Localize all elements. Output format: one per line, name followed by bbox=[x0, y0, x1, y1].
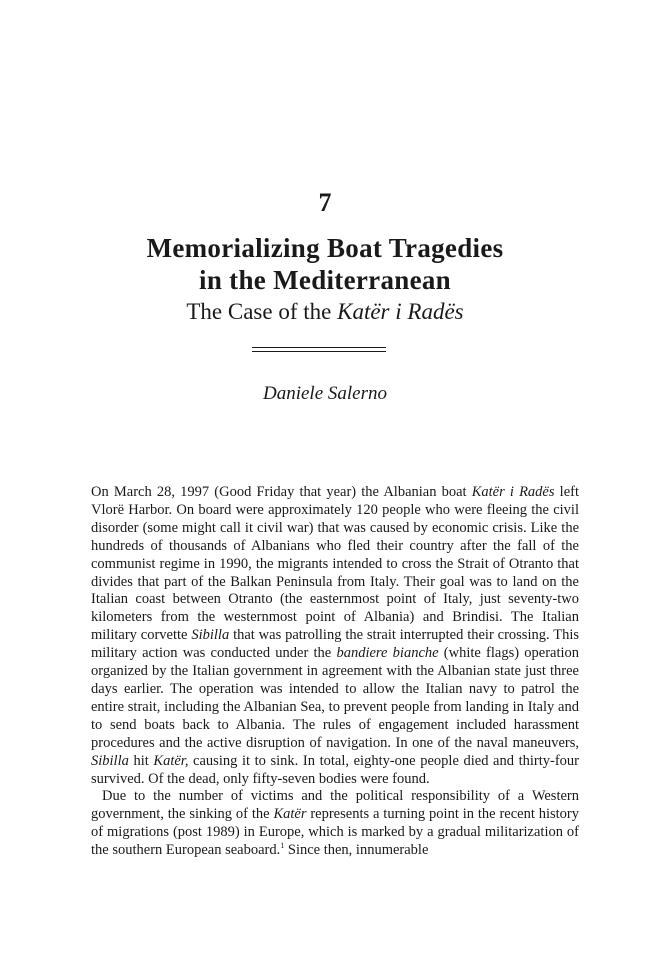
italic-text: bandiere bianche bbox=[336, 645, 439, 662]
chapter-title-line-1: Memorializing Boat Tragedies bbox=[146, 233, 504, 263]
italic-text: Sibilla bbox=[91, 752, 129, 769]
paragraph-2 bbox=[91, 788, 579, 860]
text-run: On March 28, 1997 (Good Friday that year) the Albanian boat bbox=[91, 484, 472, 500]
chapter-title-line-2: in the Mediterranean bbox=[199, 265, 451, 295]
author-name: Daniele Salerno bbox=[262, 383, 387, 404]
text-run: that was patrolling the strait interrupted their crossing. This military action was conducted under the bbox=[91, 627, 579, 662]
text-run: represents a turning point in the recent history of migrations (post 1989) in Europe, which is marked by a gradual militarization of the southern European seaboard. bbox=[91, 806, 580, 859]
text-run: Due to the number of victims and the political responsibility of a Western government, the sinking of the bbox=[91, 788, 579, 823]
title-rule-bottom bbox=[252, 351, 386, 352]
footnote-marker[interactable]: 1 bbox=[280, 841, 285, 851]
italic-text: Katër bbox=[273, 806, 307, 823]
chapter-title bbox=[0, 232, 650, 296]
text-run: left Vlorë Harbor. On board were approximately 120 people who were fleeing the civil disorder (some might call it civil war) that was caused by economic crisis. Like the hundreds of thousands of Albanians who fled their country after the fall of the communist regime in 1990, the migrants intended to cross the Strait of Otranto that divides that part of the Balkan Peninsula from Italy. Their goal was to land on the Italian coast between Otranto (the easternmost point of Italy, just seventy-two kilometers from the westernmost point of Albania) and Brindisi. The Italian military corvette bbox=[91, 484, 579, 644]
text-run: (white flags) operation organized by the Italian government in agreement with the Albanian state just three days earlier. The operation was intended to allow the Italian navy to patrol the entire strait, including the Albanian Sea, to prevent people from landing in Italy and to send boats back to Albania. The rules of engagement included harassment procedures and the active disruption of navigation. In one of the naval maneuvers, bbox=[91, 645, 580, 751]
subtitle-boat-name: Katër i Radës bbox=[337, 299, 464, 324]
chapter-subtitle bbox=[0, 298, 650, 326]
chapter-number: 7 bbox=[318, 188, 332, 217]
body-text bbox=[91, 484, 579, 860]
italic-text: Sibilla bbox=[191, 627, 230, 644]
text-run: causing it to sink. In total, eighty-one people died and thirty-four survived. Of the dead, only fifty-seven bodies were found. bbox=[91, 752, 580, 787]
subtitle-text: The Case of the bbox=[186, 299, 338, 324]
italic-text: Katër, bbox=[153, 752, 189, 769]
paragraph-1 bbox=[91, 484, 579, 788]
text-run: hit bbox=[128, 752, 154, 769]
italic-text: Katër i Radës bbox=[471, 484, 555, 500]
title-rule-top bbox=[252, 347, 386, 348]
text-run: Since then, innumerable bbox=[284, 842, 429, 859]
